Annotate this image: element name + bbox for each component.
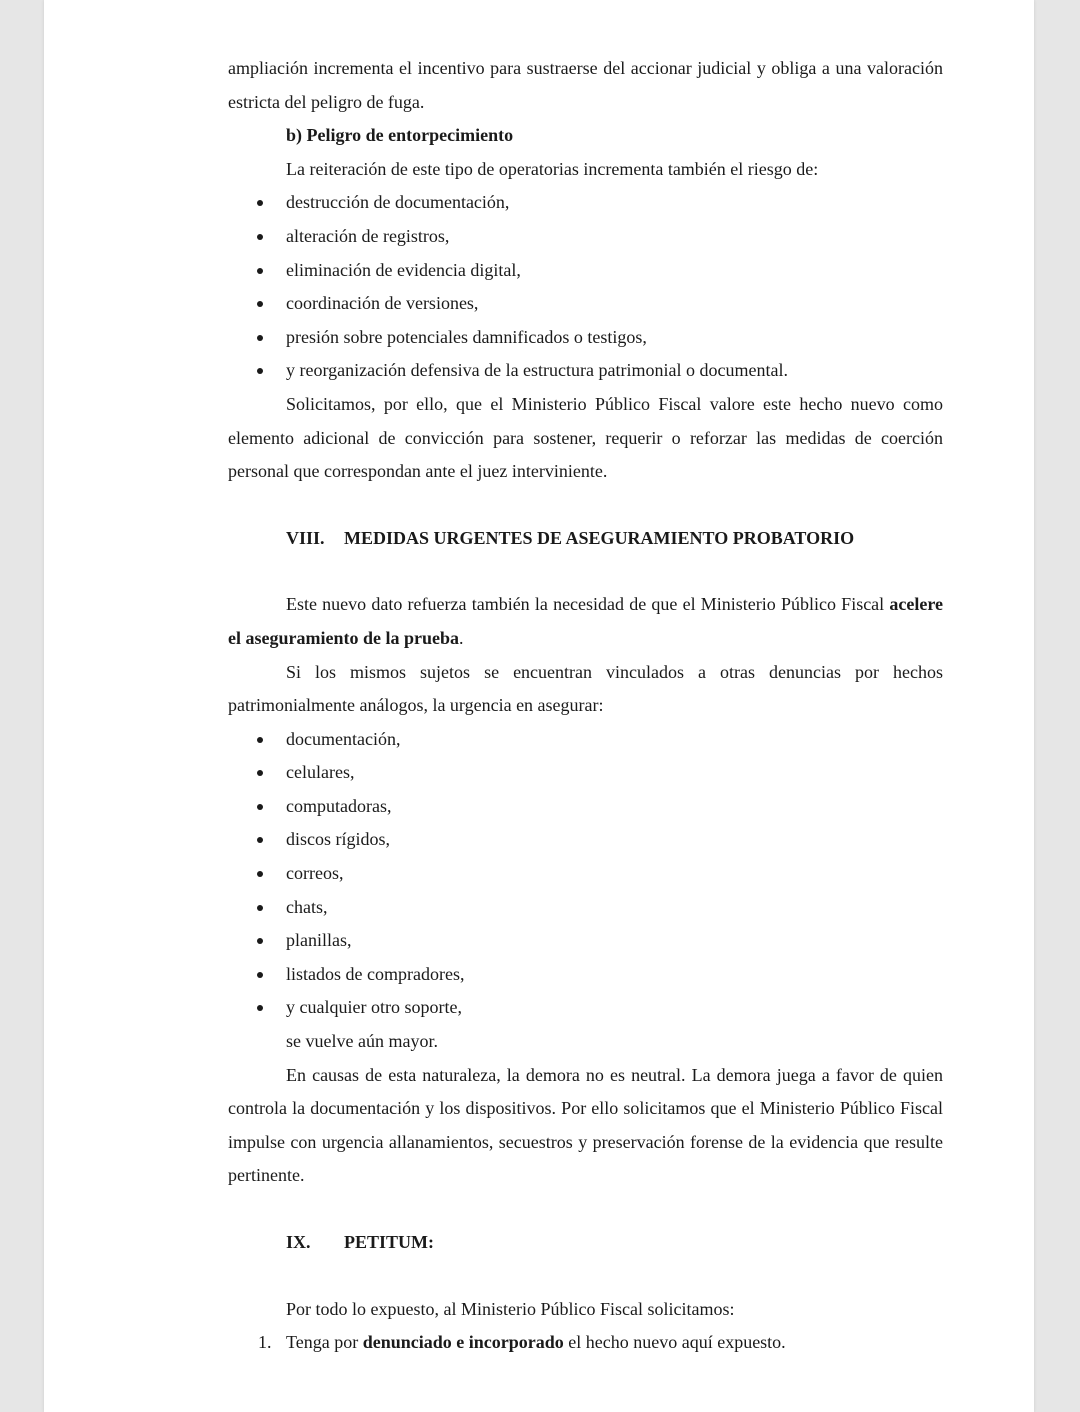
list-item: celulares, [228, 756, 943, 790]
list-item: listados de compradores, [228, 958, 943, 992]
paragraph-aseguramiento: Este nuevo dato refuerza también la necesidad de que el Ministerio Público Fiscal acelere el aseguramiento de la prueba. [228, 594, 944, 648]
risk-list [228, 186, 943, 388]
section-heading-viii: VIII. MEDIDAS URGENTES DE ASEGURAMIENTO PROBATORIO [286, 527, 855, 548]
list-item: y reorganización defensiva de la estructura patrimonial o documental. [228, 354, 943, 388]
paragraph-solicitud-coercion: Solicitamos, por ello, que el Ministerio Público Fiscal valore este hecho nuevo como elemento adicional de convicción para sostener, requerir o reforzar las medidas de coerción personal que correspondan ante el juez interviniente. [228, 393, 943, 482]
list-item: correos, [228, 857, 943, 891]
paragraph-se-vuelve: se vuelve aún mayor. [286, 1031, 438, 1052]
list-item: presión sobre potenciales damnificados o testigos, [228, 321, 943, 355]
list-item: chats, [228, 891, 943, 925]
petitum-list [228, 1326, 943, 1360]
evidence-list [228, 723, 943, 1025]
section-heading-ix: IX. PETITUM: [286, 1232, 434, 1252]
list-item: eliminación de evidencia digital, [228, 254, 943, 288]
paragraph-urgencia: Si los mismos sujetos se encuentran vinculados a otras denuncias por hechos patrimonialmente análogos, la urgencia en asegurar: [228, 661, 943, 716]
list-item: discos rígidos, [228, 823, 943, 857]
list-item: 1. Tenga por denunciado e incorporado el hecho nuevo aquí expuesto. [258, 1332, 786, 1353]
list-item: alteración de registros, [228, 220, 943, 254]
list-item: documentación, [228, 723, 943, 757]
subheading-entorpecimiento: b) Peligro de entorpecimiento [286, 125, 514, 146]
paragraph-petitum-intro: Por todo lo expuesto, al Ministerio Público Fiscal solicitamos: [286, 1298, 735, 1319]
list-item: destrucción de documentación, [228, 186, 943, 220]
document-body [228, 52, 943, 1360]
list-item: planillas, [228, 924, 943, 958]
list-item: y cualquier otro soporte, [228, 991, 943, 1025]
paragraph-riesgo-intro: La reiteración de este tipo de operatorias incrementa también el riesgo de: [286, 158, 819, 179]
paragraph-fuga: ampliación incrementa el incentivo para sustraerse del accionar judicial y obliga a una valoración estricta del peligro de fuga. [228, 58, 943, 112]
list-item: coordinación de versiones, [228, 287, 943, 321]
paragraph-demora: En causas de esta naturaleza, la demora no es neutral. La demora juega a favor de quien controla la documentación y los dispositivos. Por ello solicitamos que el Ministerio Público Fiscal impulse con urgencia allanamientos, secuestros y preservación forense de la evidencia que resulte pertinente. [228, 1064, 943, 1186]
document-page [44, 0, 1034, 1412]
list-item: computadoras, [228, 790, 943, 824]
